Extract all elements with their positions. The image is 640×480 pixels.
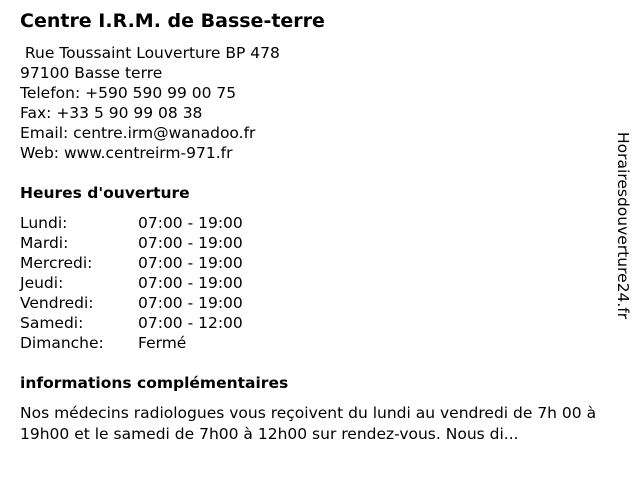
phone-number: Telefon: +590 590 99 00 75 [20,84,237,102]
hours-row-saturday [20,313,243,333]
additional-info-text: Nos médecins radiologues vous reçoivent du lundi au vendredi de 7h 00 à 19h00 et le samedi de 7h00 à 12h00 sur rendez-vous. Nous di... [20,404,597,443]
day-hours: 07:00 - 12:00 [138,314,243,332]
day-label: Vendredi: [20,294,94,312]
fax-number: Fax: +33 5 90 99 08 38 [20,104,203,122]
day-label: Mercredi: [20,254,93,272]
site-credit: Horairesdouverture24.fr [614,132,632,320]
business-name: Centre I.R.M. de Basse-terre [20,10,325,32]
day-hours: Fermé [138,334,187,352]
address-street: Rue Toussaint Louverture BP 478 [20,44,280,62]
opening-hours-list [20,213,243,353]
day-label: Mardi: [20,234,69,252]
contact-block [20,43,280,163]
website-address: Web: www.centreirm-971.fr [20,144,233,162]
day-label: Samedi: [20,314,84,332]
day-label: Dimanche: [20,334,104,352]
hours-row-friday [20,293,243,313]
address-city: 97100 Basse terre [20,64,163,82]
day-label: Lundi: [20,214,68,232]
day-hours: 07:00 - 19:00 [138,274,243,292]
day-hours: 07:00 - 19:00 [138,234,243,252]
opening-hours-heading: Heures d'ouverture [20,184,190,202]
day-label: Jeudi: [20,274,64,292]
hours-row-wednesday [20,253,243,273]
hours-row-sunday [20,333,243,353]
day-hours: 07:00 - 19:00 [138,294,243,312]
hours-row-thursday [20,273,243,293]
day-hours: 07:00 - 19:00 [138,214,243,232]
hours-row-monday [20,213,243,233]
additional-info-heading: informations complémentaires [20,374,289,392]
email-address: Email: centre.irm@wanadoo.fr [20,124,256,142]
day-hours: 07:00 - 19:00 [138,254,243,272]
hours-row-tuesday [20,233,243,253]
